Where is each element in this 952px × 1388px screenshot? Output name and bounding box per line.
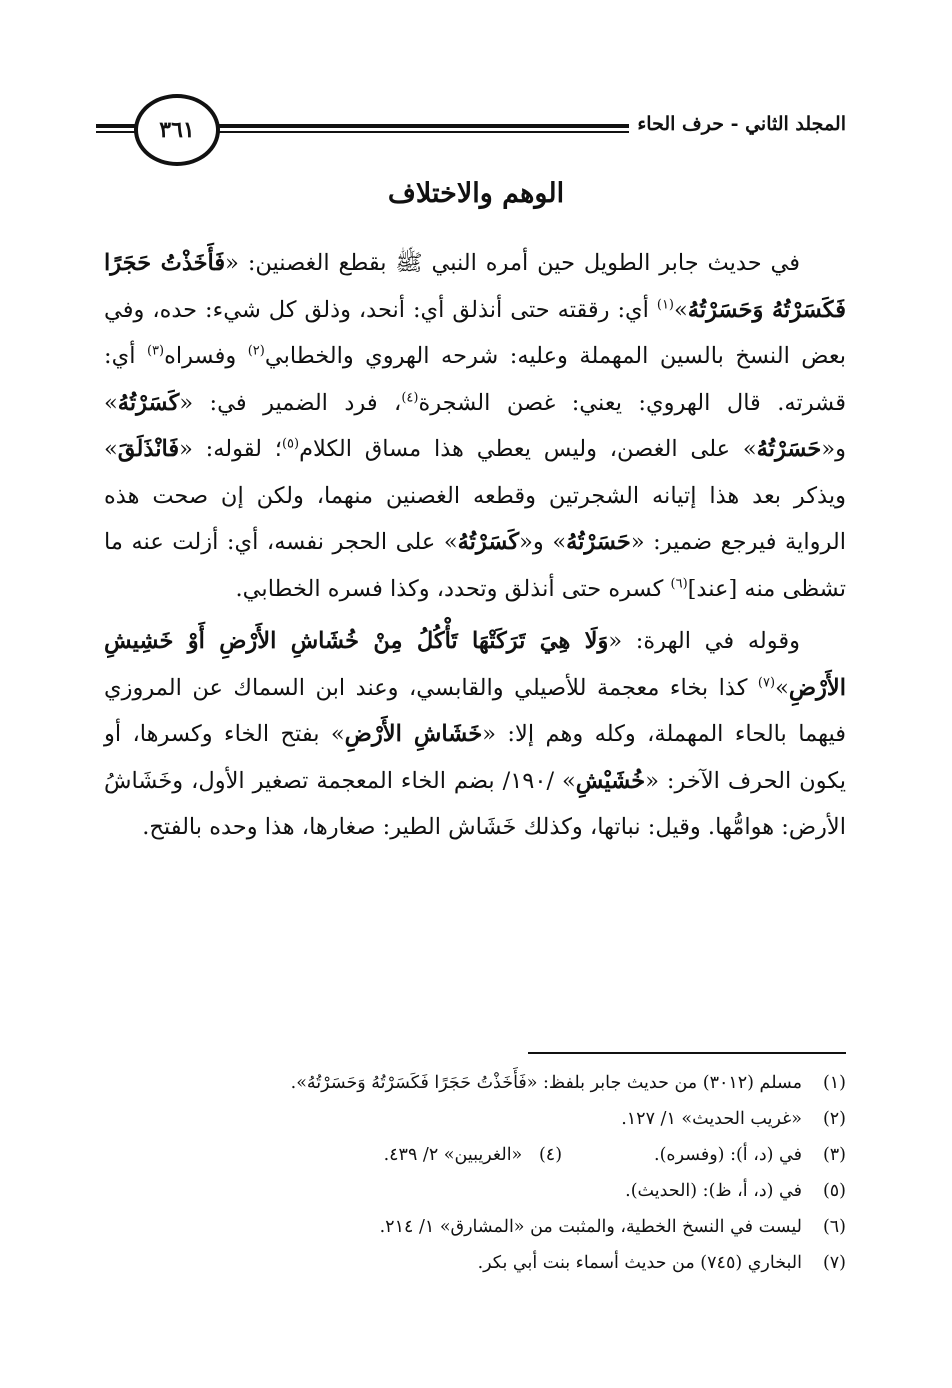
footnote-ref: (٥) (281, 436, 300, 452)
footnote-number: (١) (822, 1073, 846, 1093)
footnote-text: في (د، أ، ظ): (الحديث). (625, 1181, 802, 1201)
text-run: وقوله في الهرة: « (608, 628, 800, 654)
text-run: » و« (519, 529, 567, 555)
text-run: » ويذكر بعد هذا إتيانه الشجرتين وقطعه الغصنين منهما، ولكن إن صحت هذه الرواية فيرجع ضمير: « (104, 436, 846, 555)
text-run: » و« (104, 389, 846, 462)
footnote-ref: (٣) (146, 343, 165, 359)
text-run: » على الحجر نفسه، أي: أزلت عنه ما تشظى منه [عند] (104, 529, 846, 602)
footnote (104, 1209, 846, 1245)
text-run: » /١٩٠/ بضم الخاء المعجمة تصغير الأول، وخَشَاشُ الأرض: هوامُّها. وقيل: نباتها، وكذلك خَشَاش الطير: صغارها، هذا وحده بالفتح. (104, 767, 846, 840)
footnote-text: «غريب الحديث» ١/ ١٢٧. (621, 1109, 802, 1129)
hadith-quote: فَانْذَلَقَ (117, 436, 180, 462)
hadith-quote: كَسَرْتُهُ (457, 529, 520, 555)
footnote-text-pair (104, 1137, 802, 1173)
footnote-number: (٧) (822, 1253, 846, 1273)
hadith-quote: وَلَا هِيَ تَرَكَتْهَا تَأْكُلُ مِنْ خُشَاشِ الأَرْضِ أَوْ خَشِيشِ الأَرْضِ (104, 628, 846, 701)
footnotes (104, 1065, 846, 1281)
text-run: » بفتح الخاء وكسرها، أو يكون الحرف الآخر: « (104, 721, 847, 794)
footnote-number: (٦) (822, 1217, 846, 1237)
text-run: في حديث جابر الطويل حين أمره النبي ﷺ بقطع الغصنين: « (225, 250, 800, 276)
text-run: وفسراه (164, 343, 248, 369)
page-number: ٣٦١ (134, 94, 220, 166)
footnote-text: مسلم (٣٠١٢) من حديث جابر بلفظ: «فَأَخَذْتُ حَجَرًا فَكَسَرْتُهُ وَحَسَرْتُهُ». (290, 1073, 802, 1093)
running-title: المجلد الثاني - حرف الحاء (629, 113, 856, 135)
footnote (104, 1101, 846, 1137)
footnote-text: البخاري (٧٤٥) من حديث أسماء بنت أبي بكر. (477, 1253, 802, 1273)
footnote (104, 1065, 846, 1101)
text-run: كسره حتى أنذلق وتحدد، وكذا فسره الخطابي. (235, 575, 671, 602)
text-run: ؛ لقوله: « (179, 436, 282, 462)
footnote-text: في (د، أ): (وفسره). (654, 1145, 802, 1165)
hadith-quote: خَشَاشِ الأَرْضِ (344, 721, 483, 747)
footnote (104, 1245, 846, 1281)
footnote-number: (٢) (822, 1109, 846, 1129)
footnote-text: ليست في النسخ الخطية، والمثبت من «المشارق» ١/ ٢١٤. (379, 1217, 802, 1237)
paragraph-1 (104, 240, 846, 612)
footnote (104, 1137, 846, 1173)
body-text (104, 240, 846, 851)
hadith-quote: فَأَخَذْتُ حَجَرًا فَكَسَرْتُهُ وَحَسَرْتُهُ (104, 250, 846, 323)
text-run: ، فرد الضمير في: « (179, 389, 402, 416)
text-run: أي: رققته حتى أنذلق أي: أنحد، وذلق كل شيء: حده، وفي بعض النسخ بالسين المهملة وعليه: شرحه الهروي والخطابي (104, 296, 846, 369)
text-run: أي: قشرته. قال الهروي: يعني: غصن الشجرة (104, 343, 846, 416)
footnote-text: «الغريبين» ٢/ ٤٣٩. (383, 1145, 523, 1165)
text-run: » (674, 296, 688, 323)
footnote-number: (٥) (822, 1181, 846, 1201)
text-run: » على الغصن، وليس يعطي هذا مساق الكلام (299, 436, 757, 462)
footnote-number: (٤) (538, 1145, 563, 1165)
footnote-separator (528, 1052, 846, 1054)
footnote-ref: (٧) (757, 675, 776, 690)
hadith-quote: كَسَرْتُهُ (117, 389, 180, 416)
hadith-quote: خُشَيْشِ (575, 767, 646, 794)
footnote (104, 1173, 846, 1209)
footnote-ref: (٦) (670, 576, 688, 591)
section-title: الوهم والاختلاف (387, 178, 565, 209)
text-run: كذا بخاء معجمة للأصيلي والقابسي، وعند ابن السماك عن المروزي فيهما بالحاء المهملة، وكله وهم إلا: « (104, 674, 846, 747)
footnote-number: (٣) (822, 1145, 846, 1165)
footnote-ref: (٤) (401, 390, 419, 405)
paragraph-2 (104, 618, 846, 851)
footnote-ref: (١) (656, 297, 674, 312)
text-run: » (775, 674, 789, 701)
hadith-quote: حَسَرْتُهُ (756, 436, 822, 462)
hadith-quote: حَسَرْتُهُ (566, 529, 631, 555)
footnote-ref: (٢) (247, 343, 265, 359)
